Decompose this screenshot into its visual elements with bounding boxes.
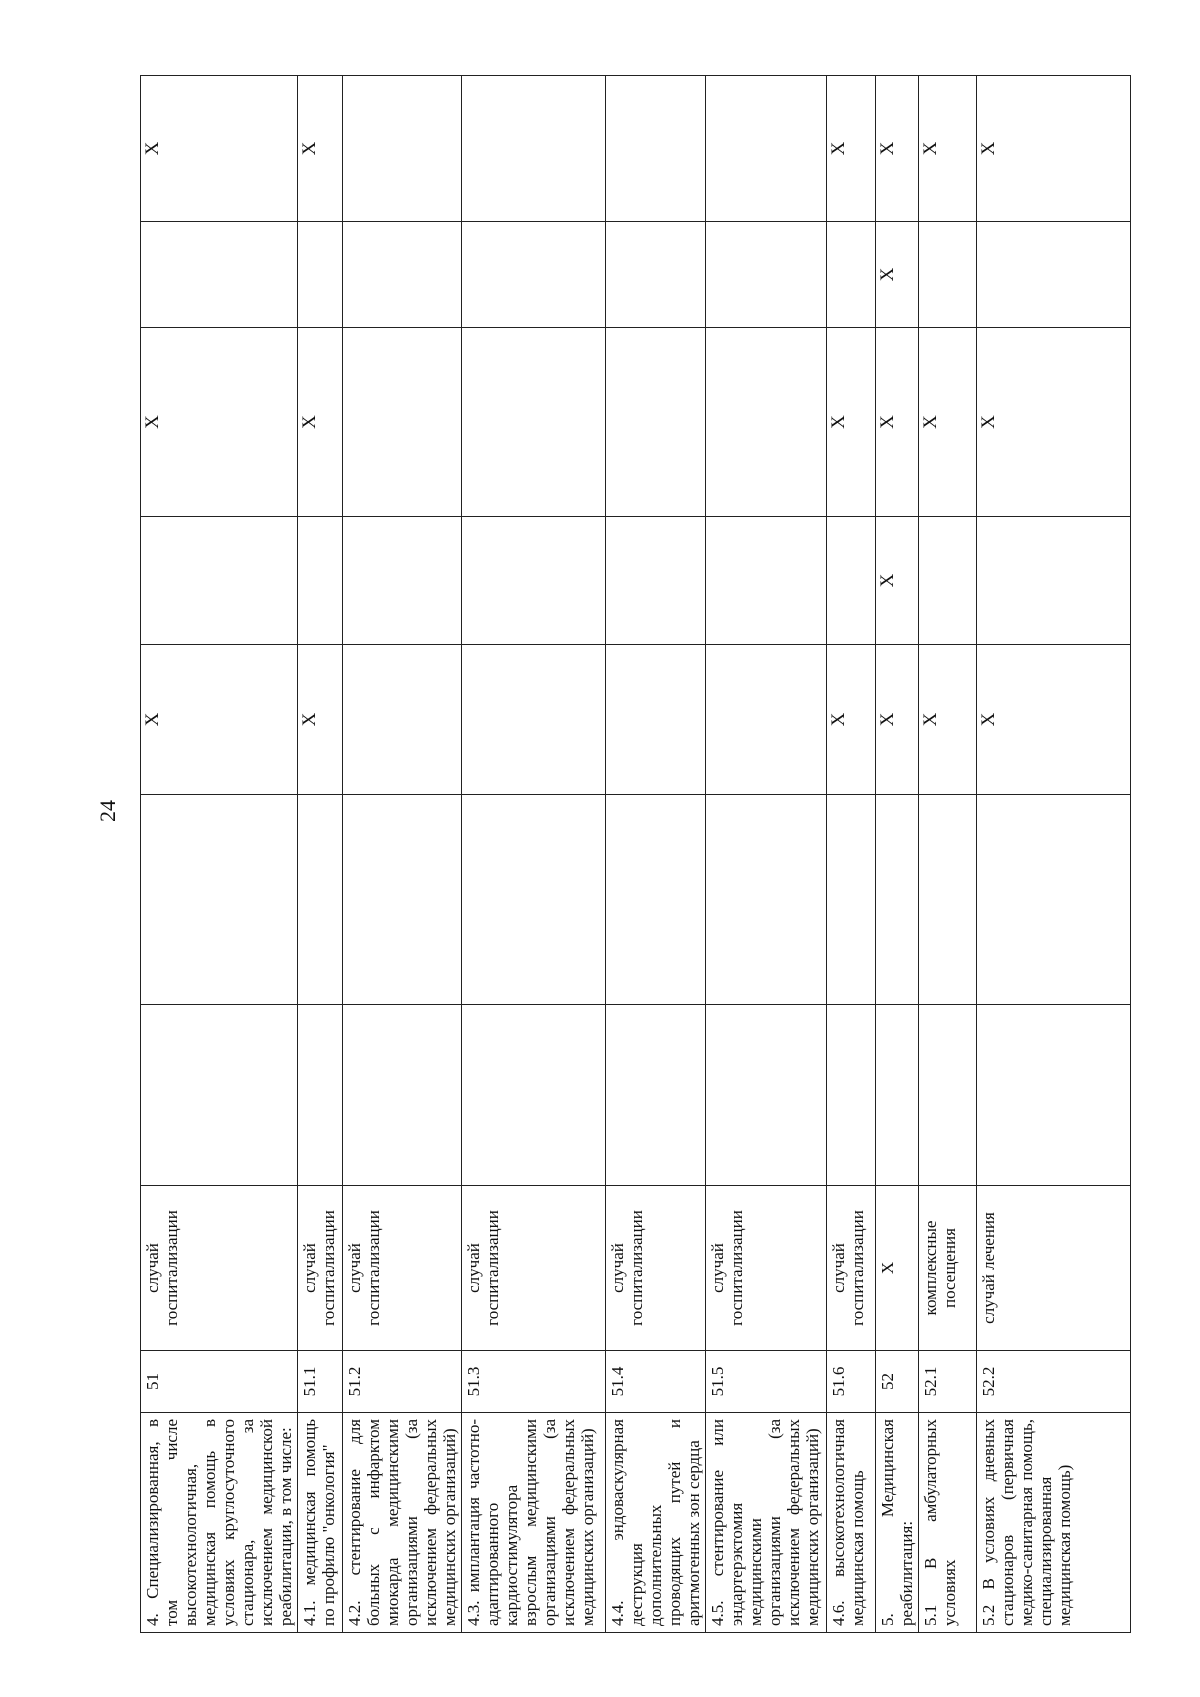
value-cell: X (298, 328, 343, 517)
value-cell (462, 795, 606, 1005)
value-cell (462, 222, 606, 328)
value-cell (298, 795, 343, 1005)
value-cell (977, 795, 1131, 1005)
value-cell (919, 795, 977, 1005)
row-number: 51.1 (298, 1351, 343, 1413)
row-number: 51.4 (606, 1351, 706, 1413)
value-cell (977, 1005, 1131, 1186)
row-label: 4.1. медицинская помощь по профилю "онкология" (298, 1413, 343, 1633)
value-cell: X (876, 645, 919, 795)
row-number: 51 (141, 1351, 298, 1413)
value-cell: X (141, 645, 298, 795)
value-cell (827, 222, 876, 328)
value-cell (606, 795, 706, 1005)
value-cell (827, 795, 876, 1005)
value-cell (298, 517, 343, 645)
value-cell (919, 222, 977, 328)
value-cell (827, 517, 876, 645)
row-number: 52.1 (919, 1351, 977, 1413)
value-cell: X (977, 328, 1131, 517)
value-cell (827, 1005, 876, 1186)
value-cell: X (876, 328, 919, 517)
value-cell (706, 795, 827, 1005)
value-cell (343, 645, 462, 795)
unit-cell: случай госпитализации (141, 1186, 298, 1351)
value-cell (462, 517, 606, 645)
table-row (876, 76, 919, 1633)
row-label: 4.5. стентирование или эндартерэктомия медицинскими организациями (за исключением федеральных медицинских организаций) (706, 1413, 827, 1633)
row-label: 4.2. стентирование для больных с инфарктом миокарда медицинскими организациями (за исключением федеральных медицинских организаций) (343, 1413, 462, 1633)
value-cell: X (298, 645, 343, 795)
table-row (919, 76, 977, 1633)
value-cell (462, 645, 606, 795)
value-cell (298, 1005, 343, 1186)
value-cell (343, 222, 462, 328)
value-cell: X (876, 517, 919, 645)
row-label: 4.3. имплантация частотно-адаптированного кардиостимулятора взрослым медицинскими организациями (за исключением федеральных медицинских организаций) (462, 1413, 606, 1633)
value-cell (706, 645, 827, 795)
row-number: 52.2 (977, 1351, 1131, 1413)
unit-cell: комплексные посещения (919, 1186, 977, 1351)
table-row (706, 76, 827, 1633)
value-cell (343, 328, 462, 517)
value-cell (462, 328, 606, 517)
table-row (298, 76, 343, 1633)
value-cell (706, 76, 827, 222)
value-cell (343, 1005, 462, 1186)
value-cell (706, 1005, 827, 1186)
row-label: 4. Специализированная, в том числе высокотехнологичная, медицинская помощь в условиях круглосуточного стационара, за исключением медицинской реабилитации, в том числе: (141, 1413, 298, 1633)
unit-cell: случай госпитализации (298, 1186, 343, 1351)
row-number: 52 (876, 1351, 919, 1413)
value-cell (606, 222, 706, 328)
value-cell (462, 1005, 606, 1186)
value-cell (141, 1005, 298, 1186)
value-cell (919, 517, 977, 645)
row-number: 51.3 (462, 1351, 606, 1413)
unit-cell: X (876, 1186, 919, 1351)
value-cell (876, 1005, 919, 1186)
table-row (462, 76, 606, 1633)
rotated-table-container (140, 76, 1077, 1633)
table-row (606, 76, 706, 1633)
unit-cell: случай госпитализации (343, 1186, 462, 1351)
value-cell (343, 76, 462, 222)
value-cell (606, 645, 706, 795)
unit-cell: случай госпитализации (706, 1186, 827, 1351)
row-label: 5.1 В амбулаторных условиях (919, 1413, 977, 1633)
value-cell: X (919, 645, 977, 795)
row-number: 51.5 (706, 1351, 827, 1413)
unit-cell: случай госпитализации (827, 1186, 876, 1351)
row-label: 5.2 В условиях дневных стационаров (первичная медико-санитарная помощь, специализированная медицинская помощь) (977, 1413, 1131, 1633)
value-cell (606, 517, 706, 645)
value-cell (919, 1005, 977, 1186)
value-cell (606, 328, 706, 517)
value-cell: X (977, 645, 1131, 795)
value-cell (606, 76, 706, 222)
value-cell (706, 222, 827, 328)
value-cell (141, 795, 298, 1005)
value-cell: X (919, 328, 977, 517)
row-label: 5. Медицинская реабилитация: (876, 1413, 919, 1633)
value-cell: X (876, 222, 919, 328)
value-cell: X (977, 76, 1131, 222)
value-cell (141, 222, 298, 328)
page-number: 24 (95, 800, 120, 822)
unit-cell: случай госпитализации (462, 1186, 606, 1351)
table-row (141, 76, 298, 1633)
value-cell (298, 222, 343, 328)
value-cell (977, 222, 1131, 328)
row-number: 51.2 (343, 1351, 462, 1413)
value-cell (876, 795, 919, 1005)
value-cell (343, 517, 462, 645)
row-number: 51.6 (827, 1351, 876, 1413)
value-cell: X (827, 645, 876, 795)
value-cell (141, 517, 298, 645)
table-row (827, 76, 876, 1633)
value-cell (977, 517, 1131, 645)
value-cell (606, 1005, 706, 1186)
data-table (140, 75, 1131, 1633)
unit-cell: случай госпитализации (606, 1186, 706, 1351)
value-cell: X (298, 76, 343, 222)
value-cell: X (141, 328, 298, 517)
value-cell (706, 328, 827, 517)
value-cell: X (141, 76, 298, 222)
value-cell: X (827, 328, 876, 517)
row-label: 4.6. высокотехнологичная медицинская помощь (827, 1413, 876, 1633)
value-cell: X (827, 76, 876, 222)
unit-cell: случай лечения (977, 1186, 1131, 1351)
table-row (977, 76, 1131, 1633)
value-cell (462, 76, 606, 222)
value-cell (706, 517, 827, 645)
row-label: 4.4. эндоваскулярная деструкция дополнительных проводящих путей и аритмогенных зон сердца (606, 1413, 706, 1633)
value-cell: X (876, 76, 919, 222)
table-row (343, 76, 462, 1633)
value-cell (343, 795, 462, 1005)
value-cell: X (919, 76, 977, 222)
